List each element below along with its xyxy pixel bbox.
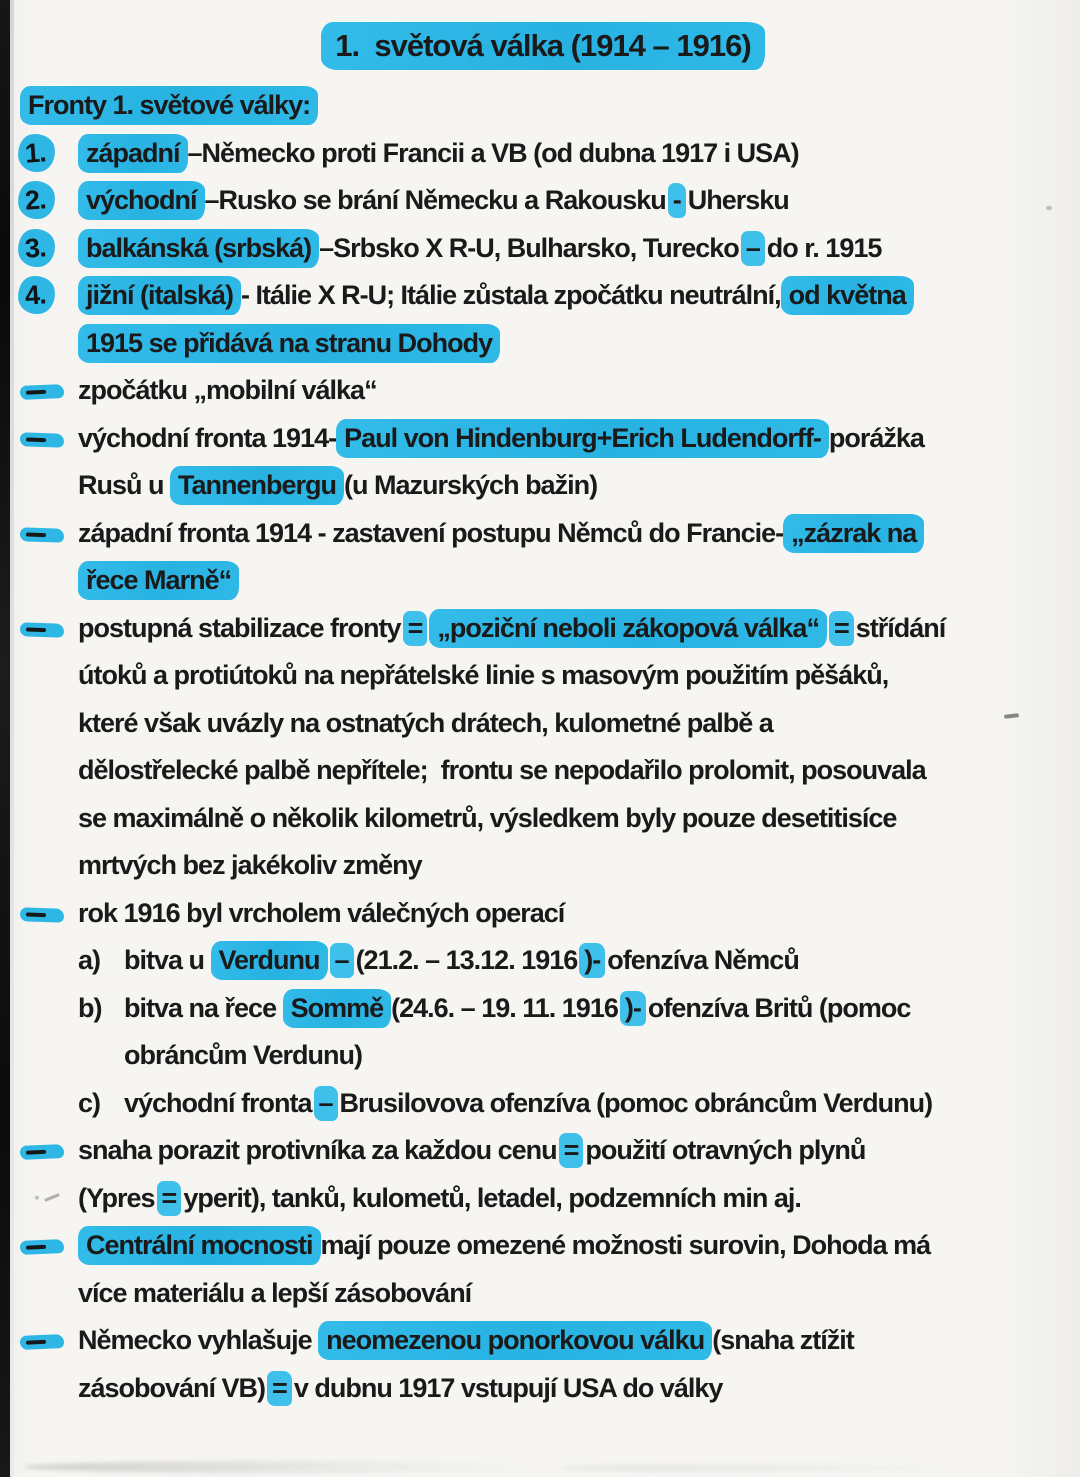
text-segment: Rusů u [78, 470, 170, 500]
text-line [14, 890, 1072, 938]
text-segment: snaha porazit protivníka za každou cenu [78, 1135, 557, 1165]
highlight-mark: – [330, 943, 354, 978]
page-title [14, 10, 1072, 82]
highlighted-text: západní [78, 134, 188, 173]
text-segment: ofenzíva Britů (pomoc [647, 992, 911, 1023]
text-segment: útoků a protiútoků na nepřátelské linie s masovým použitím pěšáků, [78, 660, 889, 690]
text-line [14, 747, 1072, 795]
text-segment: –Srbsko X R-U, Bulharsko, Turecko [319, 232, 739, 263]
text-segment: (21.2. – 13.12. 1916 [355, 945, 578, 975]
bullet-dash-icon [20, 432, 64, 448]
text-segment: (u Mazurských bažin) [344, 470, 598, 500]
text-segment: zpočátku „mobilní válka“ [78, 375, 377, 405]
highlight-mark: = [403, 611, 428, 646]
text-segment: (24.6. – 19. 11. 1916 [391, 992, 618, 1023]
bullet-dash-icon [20, 1334, 65, 1350]
text-segment: v dubnu 1917 vstupují USA do války [293, 1372, 723, 1403]
highlighted-text: jižní (italská) [78, 276, 241, 315]
highlight-mark: )- [620, 991, 646, 1026]
text-line [14, 1032, 1072, 1080]
highlight-mark: = [267, 1371, 292, 1406]
text-line [14, 557, 1072, 605]
text-line [14, 1365, 1072, 1413]
bullet-dash-icon [20, 622, 64, 638]
text-segment: –Německo proti Francii a VB (od dubna 1917 i USA) [187, 137, 799, 168]
highlighted-text: 1. světová válka (1914 – 1916) [321, 22, 764, 70]
text-segment: zásobování VB) [78, 1372, 266, 1403]
highlighted-text: Centrální mocnosti [78, 1226, 321, 1265]
bullet-dash-icon [20, 384, 65, 400]
text-segment: dělostřelecké palbě nepřítele; frontu se nepodařilo prolomit, posouvala [78, 755, 926, 785]
text-segment: bitva u [124, 945, 211, 975]
sub-item-letter-marker: c) [78, 1087, 101, 1118]
scan-smudge-artifact [560, 1464, 980, 1472]
highlighted-text: řece Marně“ [78, 561, 239, 600]
highlighted-text: balkánská (srbská) [78, 229, 319, 268]
text-segment: porážka [828, 422, 924, 453]
text-segment: - Itálie X R-U; Itálie zůstala zpočátku neutrální, [241, 280, 781, 310]
highlighted-text: „zázrak na [783, 514, 924, 553]
text-segment: Brusilovova ofenzíva (pomoc obráncům Verdunu) [339, 1087, 933, 1118]
sub-item-letter-marker: b) [78, 992, 102, 1023]
text-line [14, 320, 1072, 368]
text-segment: se maximálně o několik kilometrů, výsledkem byly pouze desetitisíce [78, 802, 897, 833]
text-line [14, 82, 1072, 130]
text-line [14, 985, 1072, 1033]
text-segment: Německo vyhlašuje [78, 1325, 319, 1355]
text-line [14, 842, 1072, 890]
highlighted-text: Paul von Hindenburg+Erich Ludendorff- [336, 419, 829, 458]
text-line [14, 1127, 1072, 1175]
bullet-dash-icon [20, 907, 64, 923]
highlight-mark: = [157, 1181, 182, 1216]
highlighted-text: Fronty 1. světové války: [20, 86, 318, 125]
text-segment: (snaha ztížit [712, 1325, 854, 1355]
text-segment: –Rusko se brání Německu a Rakousku [204, 185, 666, 215]
text-line [14, 367, 1072, 415]
text-line [14, 130, 1072, 178]
bullet-dash-icon [20, 1144, 65, 1160]
text-segment: bitva na řece [124, 992, 283, 1023]
text-segment: západní fronta 1914 - zastavení postupu Němců do Francie- [78, 517, 784, 548]
text-line [14, 652, 1072, 700]
text-line [14, 1080, 1072, 1128]
pencil-tick-mark [44, 1193, 60, 1202]
highlight-mark: – [741, 231, 765, 266]
text-segment: do r. 1915 [766, 232, 882, 263]
text-segment: východní fronta [124, 1087, 312, 1118]
list-number-marker: 3. [17, 227, 56, 267]
stray-speck [1046, 206, 1052, 210]
text-line [14, 1222, 1072, 1270]
text-segment: postupná stabilizace fronty [78, 612, 401, 643]
text-segment: mrtvých bez jakékoliv změny [78, 850, 422, 880]
highlighted-text: „poziční neboli zákopová válka“ [429, 609, 827, 648]
text-line [14, 272, 1072, 320]
text-segment: východní fronta 1914- [78, 422, 337, 453]
text-segment: yperit), tanků, kulometů, letadel, podzemních min aj. [183, 1182, 801, 1213]
highlight-mark: – [314, 1086, 338, 1121]
highlighted-text: východní [78, 181, 205, 220]
text-segment: rok 1916 byl vrcholem válečných operací [78, 897, 565, 928]
text-segment: použití otravných plynů [585, 1135, 866, 1165]
text-segment: (Ypres [78, 1182, 155, 1213]
bullet-dash-icon [20, 527, 64, 543]
text-line [14, 700, 1072, 748]
highlight-mark: - [668, 183, 686, 218]
highlight-mark: )- [579, 943, 605, 978]
text-line [14, 415, 1072, 463]
text-segment: mají pouze omezené možnosti surovin, Dohoda má [320, 1230, 931, 1260]
text-line [14, 1175, 1072, 1223]
text-segment: více materiálu a lepší zásobování [78, 1277, 472, 1308]
bullet-dash-icon [20, 1239, 65, 1255]
text-line [14, 1317, 1072, 1365]
list-number-marker: 2. [17, 180, 56, 220]
highlight-mark: = [559, 1133, 584, 1168]
text-line [14, 937, 1072, 985]
text-line [14, 605, 1072, 653]
highlighted-text: neomezenou ponorkovou válku [318, 1321, 712, 1360]
highlighted-text: od května [781, 276, 914, 315]
list-number-marker: 1. [17, 132, 56, 172]
text-segment: které však uvázly na ostnatých drátech, kulometné palbě a [78, 707, 773, 738]
text-line [14, 795, 1072, 843]
scan-smudge-artifact [24, 1461, 544, 1473]
text-line [14, 225, 1072, 273]
highlighted-text: Sommě [283, 989, 392, 1028]
text-line [14, 1270, 1072, 1318]
text-segment: obráncům Verdunu) [124, 1040, 363, 1070]
text-line [14, 177, 1072, 225]
highlighted-text: 1915 se přidává na stranu Dohody [78, 324, 500, 363]
highlight-mark: = [829, 611, 854, 646]
text-segment: ofenzíva Němců [607, 945, 799, 975]
sub-item-letter-marker: a) [78, 945, 101, 975]
list-number-marker: 4. [17, 275, 56, 315]
text-segment: Uhersku [687, 185, 789, 215]
highlighted-text: Verdunu [211, 941, 328, 980]
text-line [14, 462, 1072, 510]
highlighted-text: Tannenbergu [170, 466, 344, 505]
text-segment: střídání [855, 612, 946, 643]
text-line [14, 510, 1072, 558]
